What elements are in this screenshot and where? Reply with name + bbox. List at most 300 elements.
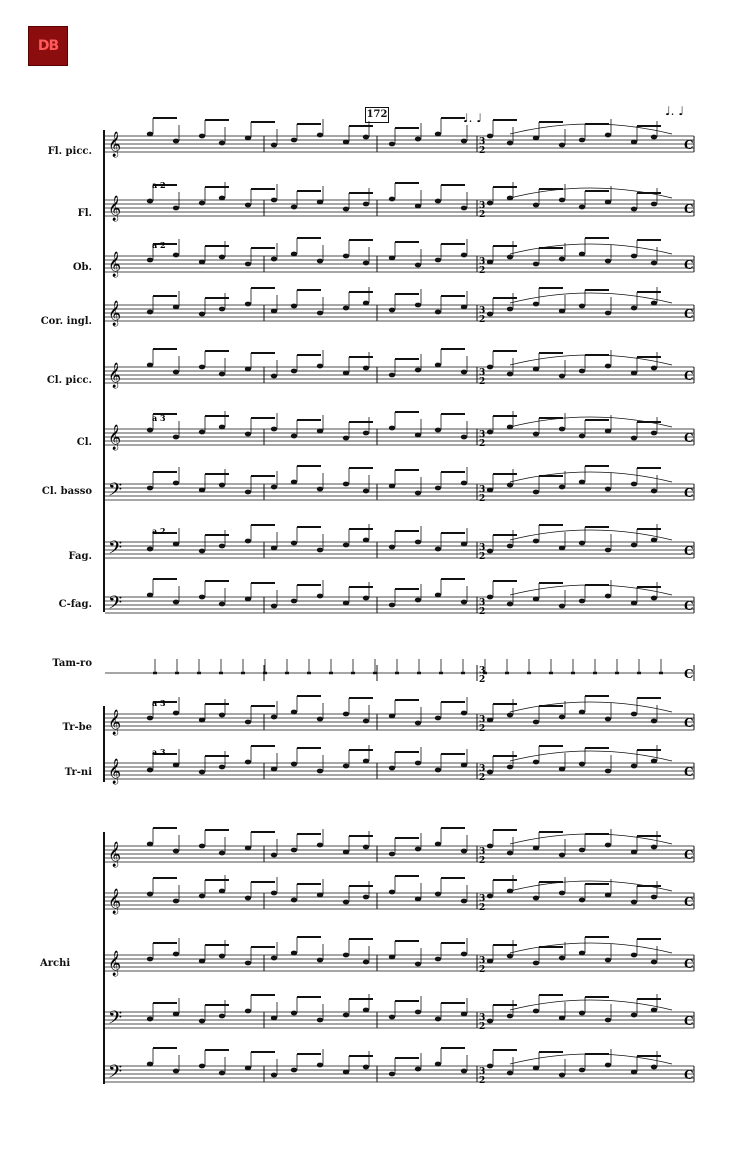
- slur: [510, 1000, 672, 1010]
- note-head: [435, 428, 441, 433]
- dynamic-marking: a 3: [152, 413, 166, 423]
- note-head: [219, 1071, 225, 1076]
- time-signature: 3: [479, 764, 486, 774]
- note-head: [605, 200, 611, 205]
- instrument-label: C-fag.: [58, 599, 92, 610]
- note-head: [219, 713, 225, 718]
- note-head: [651, 1065, 657, 1070]
- note-head: [271, 257, 277, 262]
- time-signature: 3: [479, 137, 486, 147]
- note-head: [219, 483, 225, 488]
- note-head: [507, 544, 513, 549]
- note-head: [271, 956, 277, 961]
- note-head: [271, 427, 277, 432]
- note-head: [631, 900, 637, 905]
- note-head: [605, 364, 611, 369]
- note-head: [631, 482, 637, 487]
- note-head: [317, 259, 323, 264]
- instrument-label: Cor. ingl.: [40, 316, 92, 327]
- note-head: [631, 436, 637, 441]
- note-head: [147, 199, 153, 204]
- note-head: [435, 768, 441, 773]
- note-head: [507, 851, 513, 856]
- note-head: [363, 301, 369, 306]
- note-head: [389, 1072, 395, 1077]
- slur: [510, 943, 672, 953]
- note-head: [461, 899, 467, 904]
- note-head: [533, 846, 539, 851]
- time-signature: 2: [479, 315, 486, 325]
- note-head: [317, 311, 323, 316]
- note-head: [271, 767, 277, 772]
- note-head: [317, 769, 323, 774]
- note-head: [605, 311, 611, 316]
- note-head: [219, 1014, 225, 1019]
- note-head: [533, 136, 539, 141]
- note-head: [461, 1012, 467, 1017]
- note-head: [317, 958, 323, 963]
- tempo-mark: ♩. ♩: [665, 104, 684, 118]
- clef-icon: 𝄞: [108, 196, 122, 221]
- time-signature: C: [684, 957, 694, 971]
- time-signature: 2: [479, 552, 486, 562]
- note-head: [487, 365, 493, 370]
- note-head: [343, 207, 349, 212]
- note-head: [291, 138, 297, 143]
- note-head: [579, 848, 585, 853]
- note-head: [579, 480, 585, 485]
- note-head: [245, 203, 251, 208]
- note-head: [271, 309, 277, 314]
- note-head: [435, 547, 441, 552]
- note-head: [147, 842, 153, 847]
- note-head: [507, 372, 513, 377]
- note-head: [487, 201, 493, 206]
- note-head: [147, 716, 153, 721]
- time-signature: 2: [479, 903, 486, 913]
- note-head: [173, 1069, 179, 1074]
- note-head: [173, 253, 179, 258]
- note-head: [415, 491, 421, 496]
- note-head: [651, 845, 657, 850]
- note-head: [533, 262, 539, 267]
- note-head: [605, 259, 611, 264]
- note-head: [317, 200, 323, 205]
- clef-icon: 𝄞: [108, 363, 122, 388]
- note-head: [579, 304, 585, 309]
- clef-icon: 𝄞: [108, 132, 122, 157]
- note-head: [487, 488, 493, 493]
- note-head: [343, 140, 349, 145]
- note-head: [199, 718, 205, 723]
- note-head: [631, 254, 637, 259]
- dynamic-marking: a 3: [152, 698, 166, 708]
- note-head: [631, 543, 637, 548]
- note-head: [559, 956, 565, 961]
- note-head: [389, 308, 395, 313]
- note-head: [631, 1070, 637, 1075]
- note-head: [415, 1067, 421, 1072]
- note-head: [533, 203, 539, 208]
- note-head: [487, 1019, 493, 1024]
- note-head: [147, 1062, 153, 1067]
- note-head: [461, 305, 467, 310]
- note-head: [507, 1071, 513, 1076]
- note-head: [389, 256, 395, 261]
- note-head: [343, 900, 349, 905]
- note-head: [435, 593, 441, 598]
- instrument-label: Fl. picc.: [47, 146, 92, 157]
- note-head: [245, 896, 251, 901]
- note-head: [435, 310, 441, 315]
- instrument-label: Cl. picc.: [46, 375, 92, 386]
- time-signature: 2: [479, 266, 486, 276]
- note-head: [199, 430, 205, 435]
- note-head: [343, 254, 349, 259]
- note-head: [605, 769, 611, 774]
- dynamic-marking: a 2: [152, 240, 166, 250]
- note-head: [487, 430, 493, 435]
- time-signature: 3: [479, 847, 486, 857]
- note-head: [147, 428, 153, 433]
- time-signature: C: [684, 138, 694, 152]
- note-head: [533, 961, 539, 966]
- note-head: [435, 716, 441, 721]
- note-head: [173, 542, 179, 547]
- note-head: [199, 894, 205, 899]
- note-head: [415, 847, 421, 852]
- time-signature: 2: [479, 439, 486, 449]
- note-head: [415, 721, 421, 726]
- dynamic-marking: a 3: [152, 747, 166, 757]
- note-head: [271, 546, 277, 551]
- note-head: [219, 544, 225, 549]
- note-head: [579, 369, 585, 374]
- note-head: [461, 206, 467, 211]
- note-head: [559, 891, 565, 896]
- note-head: [317, 893, 323, 898]
- note-head: [363, 845, 369, 850]
- note-head: [317, 594, 323, 599]
- note-head: [605, 843, 611, 848]
- note-head: [651, 431, 657, 436]
- note-head: [461, 763, 467, 768]
- note-head: [291, 205, 297, 210]
- time-signature: 2: [479, 724, 486, 734]
- note-head: [291, 1068, 297, 1073]
- note-head: [389, 197, 395, 202]
- instrument-label: Tr-be: [62, 722, 92, 733]
- note-head: [219, 851, 225, 856]
- note-head: [579, 205, 585, 210]
- note-head: [291, 898, 297, 903]
- note-head: [631, 850, 637, 855]
- note-head: [199, 1064, 205, 1069]
- note-head: [271, 1073, 277, 1078]
- note-head: [199, 134, 205, 139]
- note-head: [605, 717, 611, 722]
- note-head: [605, 1018, 611, 1023]
- note-head: [173, 600, 179, 605]
- note-head: [651, 366, 657, 371]
- note-head: [579, 898, 585, 903]
- note-head: [507, 307, 513, 312]
- note-head: [605, 594, 611, 599]
- note-head: [533, 896, 539, 901]
- archi-label: Archi: [40, 958, 71, 969]
- note-head: [271, 853, 277, 858]
- note-head: [245, 1066, 251, 1071]
- note-head: [343, 371, 349, 376]
- note-head: [507, 713, 513, 718]
- note-head: [461, 139, 467, 144]
- note-head: [605, 958, 611, 963]
- note-head: [631, 1013, 637, 1018]
- time-signature: 3: [479, 368, 486, 378]
- note-head: [245, 302, 251, 307]
- note-head: [317, 717, 323, 722]
- note-head: [605, 133, 611, 138]
- note-head: [559, 257, 565, 262]
- note-head: [343, 712, 349, 717]
- note-head: [147, 1017, 153, 1022]
- note-head: [507, 483, 513, 488]
- note-head: [435, 363, 441, 368]
- note-head: [389, 766, 395, 771]
- clef-icon: 𝄢: [108, 1062, 123, 1087]
- note-head: [389, 545, 395, 550]
- note-head: [291, 434, 297, 439]
- note-head: [271, 1016, 277, 1021]
- clef-icon: 𝄞: [108, 252, 122, 277]
- note-head: [651, 261, 657, 266]
- note-head: [291, 480, 297, 485]
- note-head: [461, 542, 467, 547]
- note-head: [389, 142, 395, 147]
- note-head: [461, 952, 467, 957]
- note-head: [533, 367, 539, 372]
- note-head: [291, 848, 297, 853]
- time-signature: C: [684, 202, 694, 216]
- note-head: [559, 374, 565, 379]
- note-head: [579, 541, 585, 546]
- note-head: [173, 139, 179, 144]
- clef-icon: 𝄞: [108, 842, 122, 867]
- instrument-label: Fl.: [77, 208, 92, 219]
- note-head: [219, 141, 225, 146]
- time-signature: 2: [479, 675, 486, 685]
- note-head: [415, 303, 421, 308]
- note-head: [579, 599, 585, 604]
- note-head: [363, 895, 369, 900]
- instrument-label: Ob.: [72, 262, 92, 273]
- note-head: [389, 426, 395, 431]
- note-head: [389, 484, 395, 489]
- note-head: [533, 1009, 539, 1014]
- note-head: [363, 960, 369, 965]
- note-head: [199, 201, 205, 206]
- note-head: [343, 1013, 349, 1018]
- note-head: [219, 372, 225, 377]
- note-head: [435, 842, 441, 847]
- note-head: [435, 258, 441, 263]
- dynamic-marking: a 2: [152, 526, 166, 536]
- note-head: [559, 485, 565, 490]
- time-signature: 3: [479, 894, 486, 904]
- note-head: [173, 899, 179, 904]
- note-head: [245, 262, 251, 267]
- note-head: [651, 596, 657, 601]
- note-head: [147, 486, 153, 491]
- note-head: [317, 487, 323, 492]
- note-head: [245, 490, 251, 495]
- note-head: [363, 1008, 369, 1013]
- time-signature: 2: [479, 377, 486, 387]
- note-head: [507, 1014, 513, 1019]
- time-signature: C: [684, 765, 694, 779]
- note-head: [147, 310, 153, 315]
- note-head: [245, 136, 251, 141]
- note-head: [559, 715, 565, 720]
- note-head: [343, 436, 349, 441]
- note-head: [507, 765, 513, 770]
- note-head: [415, 368, 421, 373]
- note-head: [363, 1065, 369, 1070]
- note-head: [245, 597, 251, 602]
- note-head: [245, 432, 251, 437]
- note-head: [461, 370, 467, 375]
- note-head: [507, 255, 513, 260]
- note-head: [245, 961, 251, 966]
- note-head: [271, 485, 277, 490]
- note-head: [363, 538, 369, 543]
- note-head: [579, 1011, 585, 1016]
- slur: [510, 702, 672, 712]
- clef-icon: 𝄢: [108, 538, 123, 563]
- note-head: [605, 1063, 611, 1068]
- note-head: [291, 1011, 297, 1016]
- clef-icon: 𝄞: [108, 425, 122, 450]
- note-head: [651, 135, 657, 140]
- note-head: [579, 252, 585, 257]
- note-head: [559, 309, 565, 314]
- note-head: [245, 846, 251, 851]
- note-head: [631, 207, 637, 212]
- note-head: [487, 134, 493, 139]
- note-head: [363, 596, 369, 601]
- note-head: [631, 712, 637, 717]
- note-head: [173, 481, 179, 486]
- note-head: [147, 547, 153, 552]
- note-head: [559, 853, 565, 858]
- time-signature: 3: [479, 1013, 486, 1023]
- note-head: [461, 253, 467, 258]
- slur: [510, 472, 672, 482]
- note-head: [461, 1069, 467, 1074]
- note-head: [363, 366, 369, 371]
- note-head: [389, 890, 395, 895]
- time-signature: 3: [479, 257, 486, 267]
- note-head: [363, 759, 369, 764]
- time-signature: C: [684, 486, 694, 500]
- note-head: [507, 602, 513, 607]
- note-head: [173, 435, 179, 440]
- note-head: [579, 434, 585, 439]
- slur: [510, 293, 672, 303]
- note-head: [343, 306, 349, 311]
- time-signature: C: [684, 848, 694, 862]
- note-head: [631, 953, 637, 958]
- note-head: [631, 764, 637, 769]
- note-head: [651, 1008, 657, 1013]
- note-head: [435, 486, 441, 491]
- note-head: [271, 604, 277, 609]
- note-head: [559, 546, 565, 551]
- clef-icon: 𝄢: [108, 1008, 123, 1033]
- note-head: [291, 599, 297, 604]
- note-head: [435, 892, 441, 897]
- note-head: [631, 601, 637, 606]
- note-head: [173, 711, 179, 716]
- note-head: [147, 957, 153, 962]
- note-head: [219, 196, 225, 201]
- note-head: [559, 427, 565, 432]
- note-head: [343, 953, 349, 958]
- note-head: [317, 364, 323, 369]
- note-head: [291, 541, 297, 546]
- note-head: [435, 132, 441, 137]
- note-head: [507, 954, 513, 959]
- note-head: [343, 543, 349, 548]
- instrument-label: Tr-ni: [64, 767, 92, 778]
- tempo-mark: ♩. ♩: [463, 111, 482, 125]
- note-head: [435, 199, 441, 204]
- clef-icon: 𝄞: [108, 951, 122, 976]
- note-head: [631, 371, 637, 376]
- time-signature: 2: [479, 210, 486, 220]
- time-signature: 2: [479, 1076, 486, 1086]
- time-signature: 2: [479, 965, 486, 975]
- note-head: [291, 762, 297, 767]
- time-signature: C: [684, 1068, 694, 1082]
- instrument-label: Tam-ro: [52, 658, 92, 669]
- slur: [510, 188, 672, 198]
- note-head: [415, 540, 421, 545]
- note-head: [271, 374, 277, 379]
- time-signature: 3: [479, 1067, 486, 1077]
- note-head: [219, 889, 225, 894]
- note-head: [533, 539, 539, 544]
- time-signature: C: [684, 258, 694, 272]
- note-head: [487, 844, 493, 849]
- note-head: [579, 762, 585, 767]
- note-head: [219, 954, 225, 959]
- note-head: [199, 1019, 205, 1024]
- note-head: [579, 1068, 585, 1073]
- note-head: [651, 759, 657, 764]
- time-signature: C: [684, 895, 694, 909]
- time-signature: C: [684, 369, 694, 383]
- note-head: [173, 370, 179, 375]
- note-head: [147, 593, 153, 598]
- time-signature: 2: [479, 856, 486, 866]
- note-head: [173, 1012, 179, 1017]
- note-head: [487, 718, 493, 723]
- note-head: [317, 1018, 323, 1023]
- note-head: [317, 1063, 323, 1068]
- note-head: [363, 135, 369, 140]
- note-head: [271, 143, 277, 148]
